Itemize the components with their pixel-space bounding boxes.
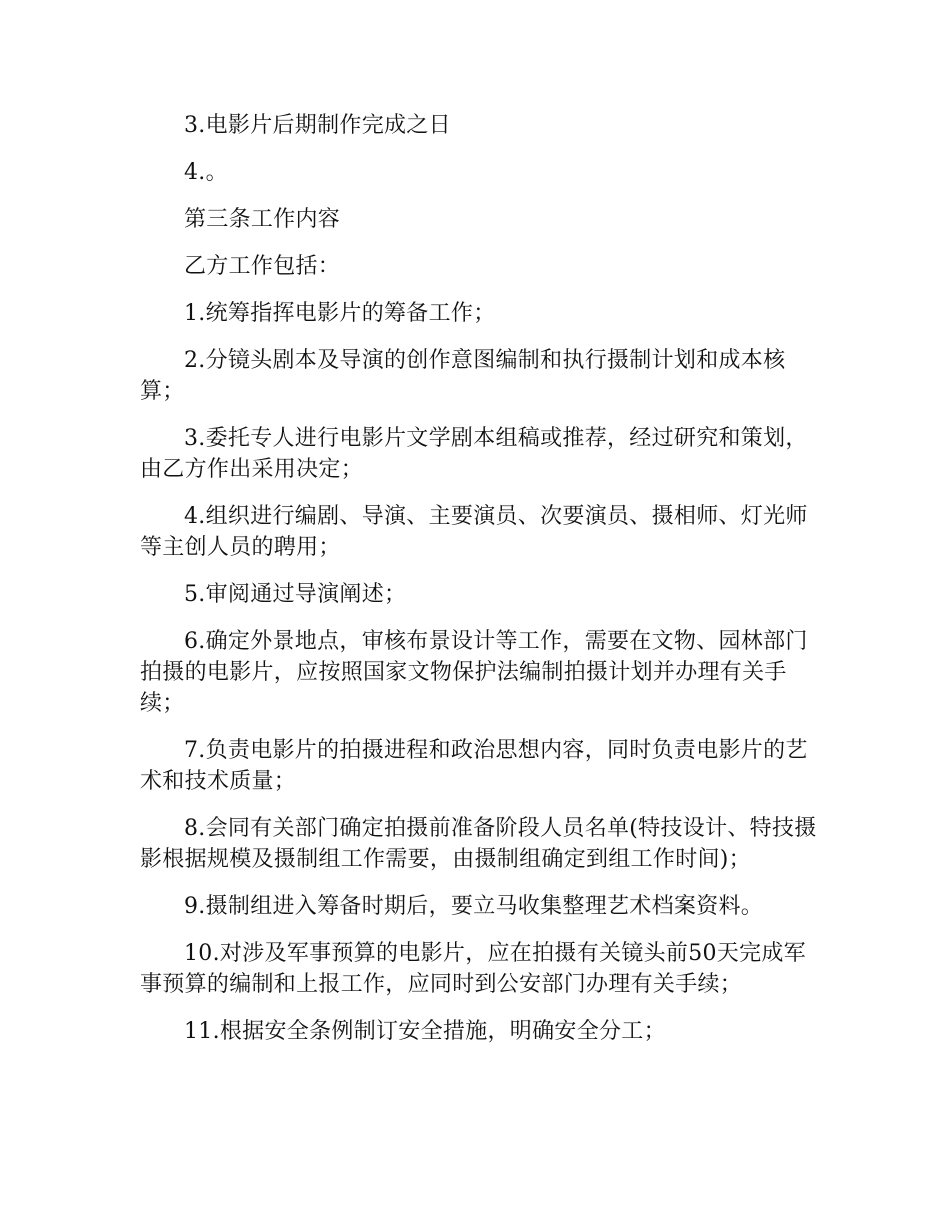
paragraph-duty-7: 7.负责电影片的拍摄进程和政治思想内容，同时负责电影片的艺术和技术质量； (140, 738, 808, 794)
paragraph-duty-4: 4.组织进行编剧、导演、主要演员、次要演员、摄相师、灯光师等主创人员的聘用； (140, 504, 808, 560)
paragraph-item-3-end-date: 3.电影片后期制作完成之日 (184, 113, 451, 138)
paragraph-duty-11: 11.根据安全条例制订安全措施，明确安全分工； (184, 1019, 666, 1044)
section-heading-article-3: 第三条工作内容 (184, 207, 341, 232)
paragraph-duty-1: 1.统筹指挥电影片的筹备工作； (184, 301, 496, 326)
document-body (140, 110, 820, 1063)
paragraph-item-4: 4.。 (184, 160, 228, 185)
paragraph-duty-6: 6.确定外景地点，审核布景设计等工作，需要在文物、园林部门拍摄的电影片，应按照国家文物保护法编制拍摄计划并办理有关手续； (140, 629, 808, 716)
paragraph-party-b-intro: 乙方工作包括： (184, 254, 341, 279)
paragraph-duty-2: 2.分镜头剧本及导演的创作意图编制和执行摄制计划和成本核算； (140, 348, 786, 404)
paragraph-duty-9: 9.摄制组进入筹备时期后，要立马收集整理艺术档案资料。 (184, 894, 764, 919)
paragraph-duty-5: 5.审阅通过导演阐述； (184, 582, 407, 607)
paragraph-duty-10: 10.对涉及军事预算的电影片，应在拍摄有关镜头前50天完成军事预算的编制和上报工作，应同时到公安部门办理有关手续； (140, 941, 806, 997)
paragraph-duty-8: 8.会同有关部门确定拍摄前准备阶段人员名单(特技设计、特技摄影根据规模及摄制组工作需要，由摄制组确定到组工作时间)； (140, 816, 817, 872)
paragraph-duty-3: 3.委托专人进行电影片文学剧本组稿或推荐，经过研究和策划，由乙方作出采用决定； (140, 426, 808, 482)
